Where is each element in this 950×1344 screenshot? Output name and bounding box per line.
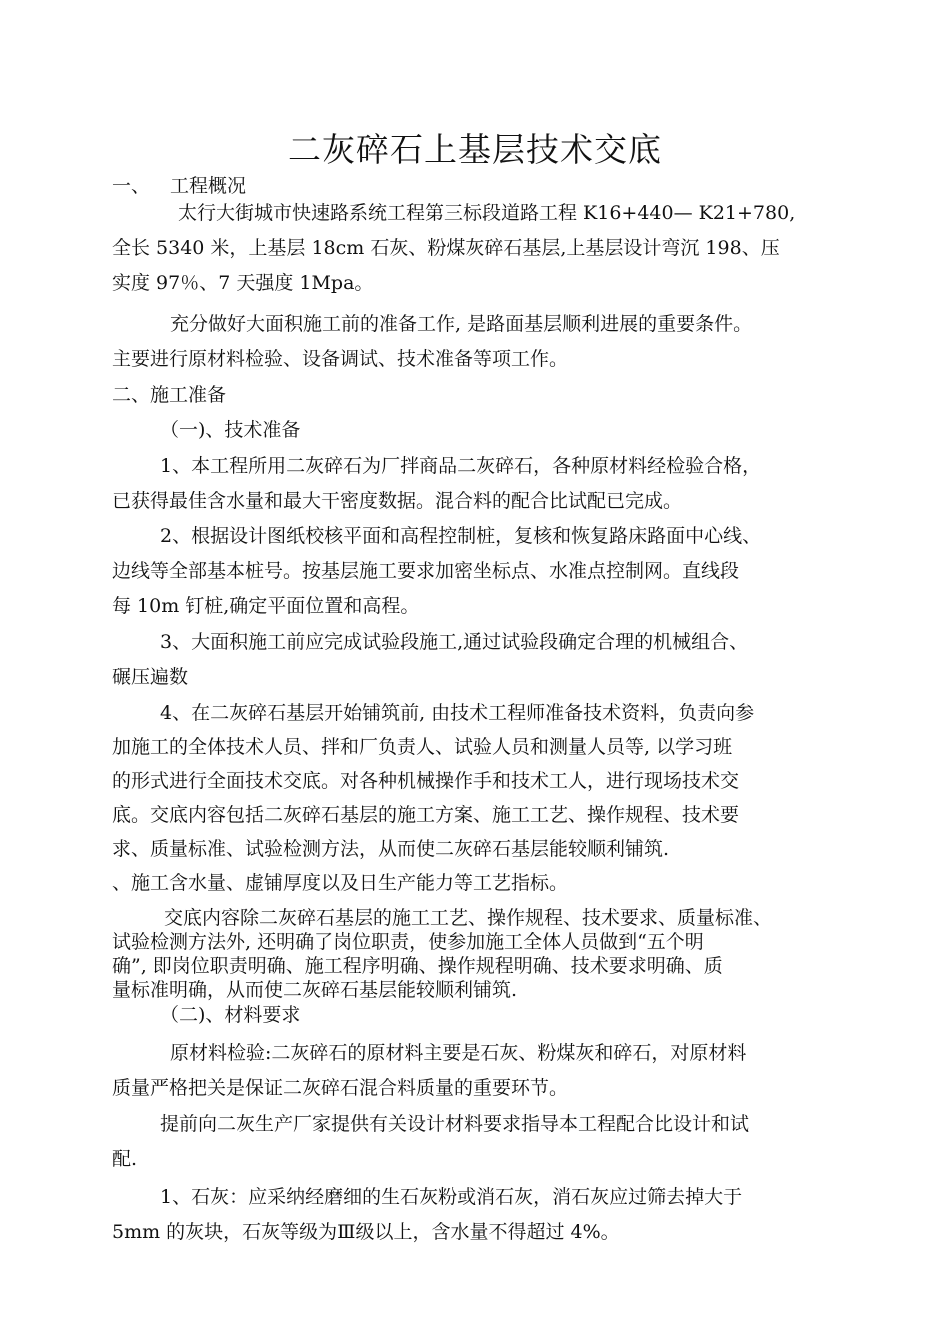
paragraph-line: 实度 97％、7 天强度 1Mpa。 bbox=[112, 272, 374, 294]
paragraph-line: 4、在二灰碎石基层开始铺筑前, 由技术工程师准备技术资料，负责向参 bbox=[160, 702, 755, 724]
paragraph-line: 1、本工程所用二灰碎石为厂拌商品二灰碎石，各种原材料经检验合格， bbox=[160, 455, 762, 477]
paragraph-line: 原材料检验:二灰碎石的原材料主要是石灰、粉煤灰和碎石，对原材料 bbox=[170, 1042, 747, 1064]
paragraph-line: 太行大街城市快速路系统工程第三标段道路工程 K16+440— K21+780, bbox=[178, 202, 796, 224]
paragraph-line: 1、石灰：应采纳经磨细的生石灰粉或消石灰，消石灰应过筛去掉大于 bbox=[160, 1186, 743, 1208]
paragraph-line: 底。交底内容包括二灰碎石基层的施工方案、施工工艺、操作规程、技术要 bbox=[112, 804, 740, 826]
paragraph-line: 质量严格把关是保证二灰碎石混合料质量的重要环节。 bbox=[112, 1077, 569, 1099]
paragraph-line: 充分做好大面积施工前的准备工作, 是路面基层顺利进展的重要条件。 bbox=[170, 313, 753, 335]
paragraph-line: 全长 5340 米，上基层 18cm 石灰、粉煤灰碎石基层,上基层设计弯沉 198、压 bbox=[112, 237, 780, 259]
paragraph-line: 求、质量标准、试验检测方法，从而使二灰碎石基层能较顺利铺筑. bbox=[112, 838, 670, 860]
document-title: 二灰碎石上基层技术交底 bbox=[288, 130, 662, 169]
paragraph-line: 2、根据设计图纸校核平面和高程控制桩，复核和恢复路床路面中心线、 bbox=[160, 525, 762, 547]
subsection-material-requirements: （二)、材料要求 bbox=[160, 1004, 301, 1026]
paragraph-line: 量标准明确，从而使二灰碎石基层能较顺利铺筑. bbox=[112, 979, 518, 1001]
paragraph-line: 确”, 即岗位职责明确、施工程序明确、操作规程明确、技术要求明确、质 bbox=[112, 955, 723, 977]
subsection-technical-prep: （一)、技术准备 bbox=[160, 419, 301, 441]
paragraph-line: 每 10m 钉桩,确定平面位置和高程。 bbox=[112, 595, 420, 617]
paragraph-line: 碾压遍数 bbox=[112, 666, 189, 688]
paragraph-line: 已获得最佳含水量和最大干密度数据。混合料的配合比试配已完成。 bbox=[112, 490, 683, 512]
section-2-heading: 二、施工准备 bbox=[112, 384, 227, 406]
section-1-heading bbox=[112, 174, 246, 198]
paragraph-line: 加施工的全体技术人员、拌和厂负责人、试验人员和测量人员等, 以学习班 bbox=[112, 736, 733, 758]
paragraph-line: 、施工含水量、虚铺厚度以及日生产能力等工艺指标。 bbox=[112, 872, 569, 894]
paragraph-line: 3、大面积施工前应完成试验段施工,通过试验段确定合理的机械组合、 bbox=[160, 631, 749, 653]
paragraph-line: 主要进行原材料检验、设备调试、技术准备等项工作。 bbox=[112, 348, 569, 370]
paragraph-line: 5mm 的灰块，石灰等级为Ⅲ级以上，含水量不得超过 4%。 bbox=[112, 1221, 620, 1243]
paragraph-line: 配. bbox=[112, 1148, 138, 1170]
paragraph-line: 的形式进行全面技术交底。对各种机械操作手和技术工人，进行现场技术交 bbox=[112, 770, 740, 792]
paragraph-line: 交底内容除二灰碎石基层的施工工艺、操作规程、技术要求、质量标准、 bbox=[164, 907, 773, 929]
section-1-number: 一、 bbox=[112, 175, 151, 197]
paragraph-line: 边线等全部基本桩号。按基层施工要求加密坐标点、水准点控制网。直线段 bbox=[112, 560, 740, 582]
paragraph-line: 试验检测方法外, 还明确了岗位职责，使参加施工全体人员做到“五个明 bbox=[112, 931, 704, 953]
section-1-title: 工程概况 bbox=[170, 175, 247, 197]
paragraph-line: 提前向二灰生产厂家提供有关设计材料要求指导本工程配合比设计和试 bbox=[160, 1113, 750, 1135]
